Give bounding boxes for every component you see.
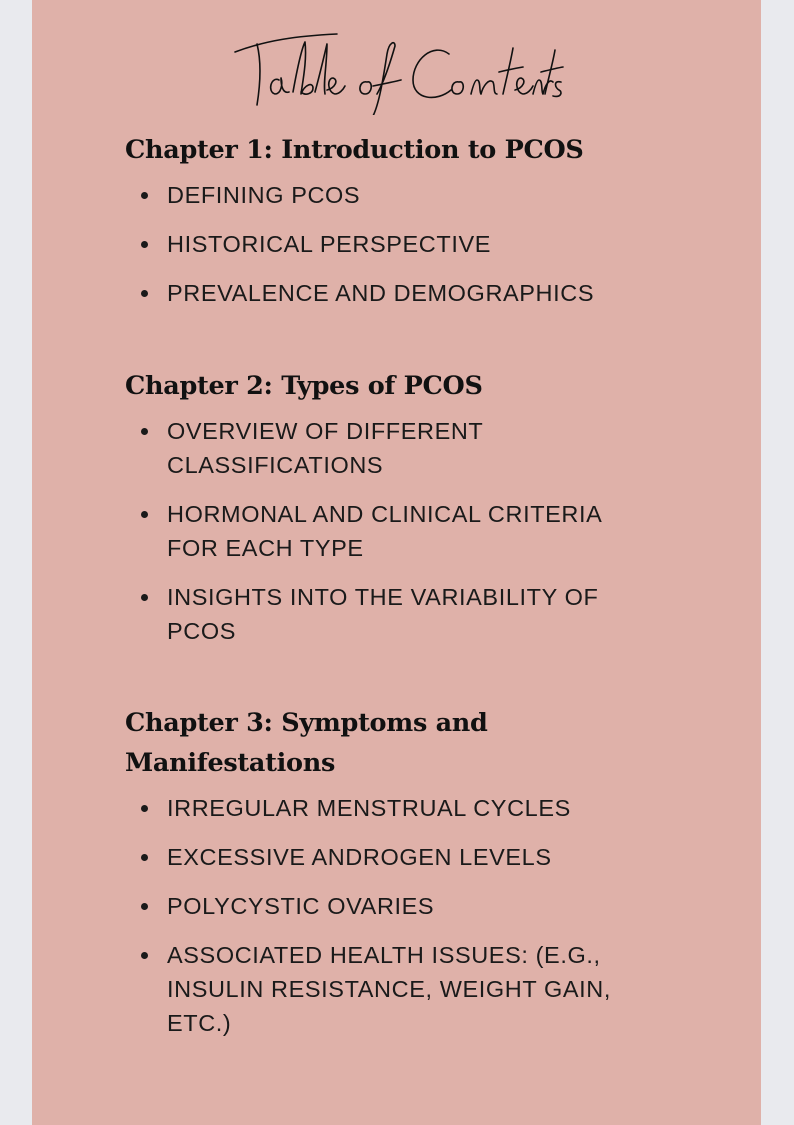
- bullet-icon: [141, 903, 148, 910]
- list-item: PREVALENCE AND DEMOGRAPHICS: [125, 276, 637, 310]
- chapter-items: [125, 414, 685, 648]
- list-item: IRREGULAR MENSTRUAL CYCLES: [125, 791, 637, 825]
- bullet-icon: [141, 594, 148, 601]
- chapter-1: [125, 130, 685, 325]
- list-item: HORMONAL AND CLINICAL CRITERIA FOR EACH TYPE: [125, 497, 637, 565]
- list-item: ASSOCIATED HEALTH ISSUES: (E.G., INSULIN RESISTANCE, WEIGHT GAIN, ETC.): [125, 938, 637, 1040]
- script-title: [227, 20, 567, 115]
- bullet-icon: [141, 952, 148, 959]
- chapter-items: [125, 178, 685, 310]
- list-item: INSIGHTS INTO THE VARIABILITY OF PCOS: [125, 580, 637, 648]
- list-item: DEFINING PCOS: [125, 178, 637, 212]
- bullet-icon: [141, 511, 148, 518]
- list-item: HISTORICAL PERSPECTIVE: [125, 227, 637, 261]
- bullet-icon: [141, 805, 148, 812]
- bullet-icon: [141, 241, 148, 248]
- bullet-icon: [141, 854, 148, 861]
- title-block: [32, 20, 761, 120]
- bullet-icon: [141, 192, 148, 199]
- list-item: EXCESSIVE ANDROGEN LEVELS: [125, 840, 637, 874]
- chapter-2: [125, 366, 685, 663]
- chapter-heading: Chapter 2: Types of PCOS: [125, 371, 483, 401]
- bullet-icon: [141, 428, 148, 435]
- chapter-heading: Chapter 1: Introduction to PCOS: [125, 135, 584, 165]
- bullet-icon: [141, 290, 148, 297]
- list-item: OVERVIEW OF DIFFERENT CLASSIFICATIONS: [125, 414, 637, 482]
- document-page: [32, 0, 761, 1125]
- chapter-heading: Chapter 3: Symptoms and Manifestations: [125, 708, 488, 778]
- chapter-3: [125, 703, 612, 1055]
- list-item: POLYCYSTIC OVARIES: [125, 889, 637, 923]
- chapter-items: [125, 791, 685, 1040]
